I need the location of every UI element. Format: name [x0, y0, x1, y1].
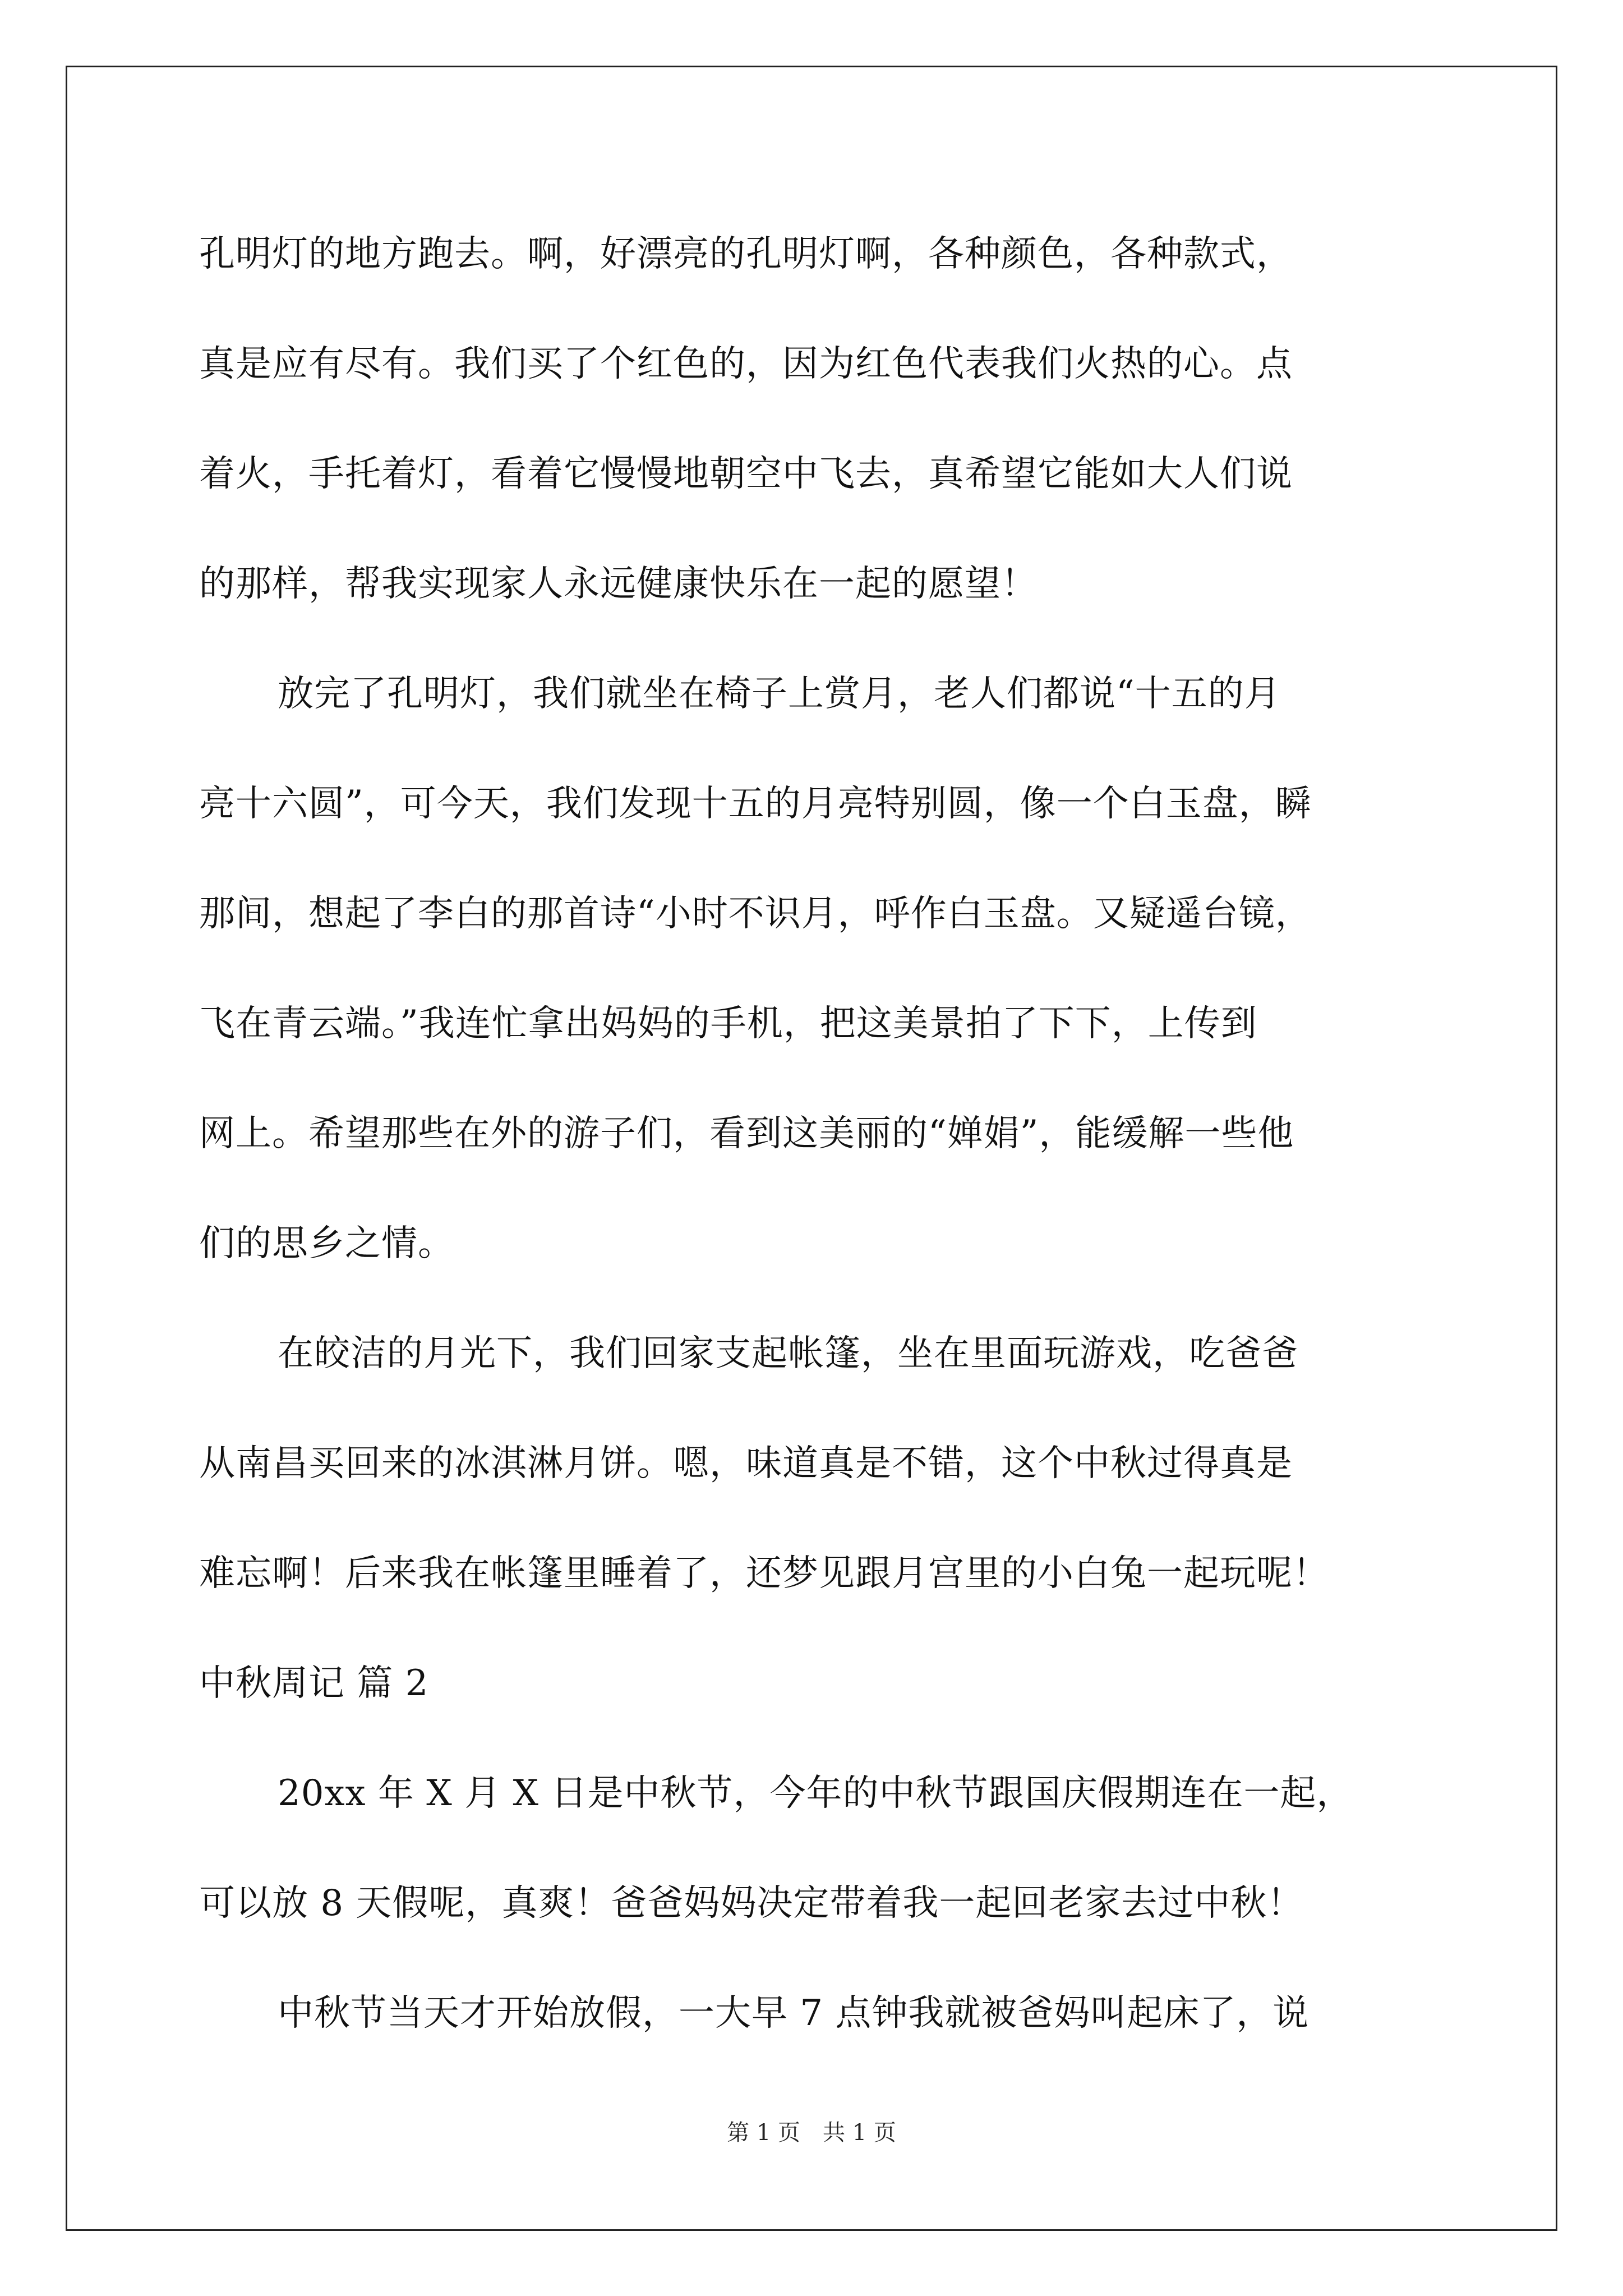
- paragraph-first-line: 20xx 年 X 月 X 日是中秋节，今年的中秋节跟国庆假期连在一起，: [278, 1773, 1353, 1814]
- text-line: 难忘啊！后来我在帐篷里睡着了，还梦见跟月宫里的小白兔一起玩呢！: [199, 1553, 1329, 1594]
- text-line: 的那样，帮我实现家人永远健康快乐在一起的愿望！: [199, 563, 1038, 605]
- text-line: 那间，想起了李白的那首诗“小时不识月，呼作白玉盘。又疑遥台镜，: [199, 893, 1312, 935]
- text-line: 飞在青云端。”我连忙拿出妈妈的手机，把这美景拍了下下，上传到: [199, 1003, 1257, 1045]
- document-body: [199, 199, 1433, 2068]
- text-line: 网上。希望那些在外的游子们，看到这美丽的“婵娟”，能缓解一些他: [199, 1113, 1294, 1154]
- section-heading: 中秋周记 篇 2: [199, 1663, 429, 1704]
- text-line: 从南昌买回来的冰淇淋月饼。嗯，味道真是不错，这个中秋过得真是: [199, 1443, 1293, 1484]
- page-footer: 第 1 页 共 1 页: [727, 2120, 896, 2146]
- paragraph-first-line: 在皎洁的月光下，我们回家支起帐篷，坐在里面玩游戏，吃爸爸: [278, 1333, 1298, 1374]
- text-line: 真是应有尽有。我们买了个红色的，因为红色代表我们火热的心。点: [199, 343, 1293, 385]
- text-line: 们的思乡之情。: [199, 1223, 454, 1264]
- paragraph-first-line: 放完了孔明灯，我们就坐在椅子上赏月，老人们都说“十五的月: [278, 673, 1281, 715]
- text-line: 亮十六圆”，可今天，我们发现十五的月亮特别圆，像一个白玉盘，瞬: [199, 783, 1312, 825]
- text-line: 着火，手托着灯，看着它慢慢地朝空中飞去，真希望它能如大人们说: [199, 453, 1293, 495]
- paragraph-first-line: 中秋节当天才开始放假，一大早 7 点钟我就被爸妈叫起床了，说: [278, 1993, 1310, 2034]
- text-line: 孔明灯的地方跑去。啊，好漂亮的孔明灯啊，各种颜色，各种款式，: [199, 233, 1293, 275]
- text-line: 可以放 8 天假呢，真爽！爸爸妈妈决定带着我一起回老家去过中秋！: [199, 1883, 1304, 1924]
